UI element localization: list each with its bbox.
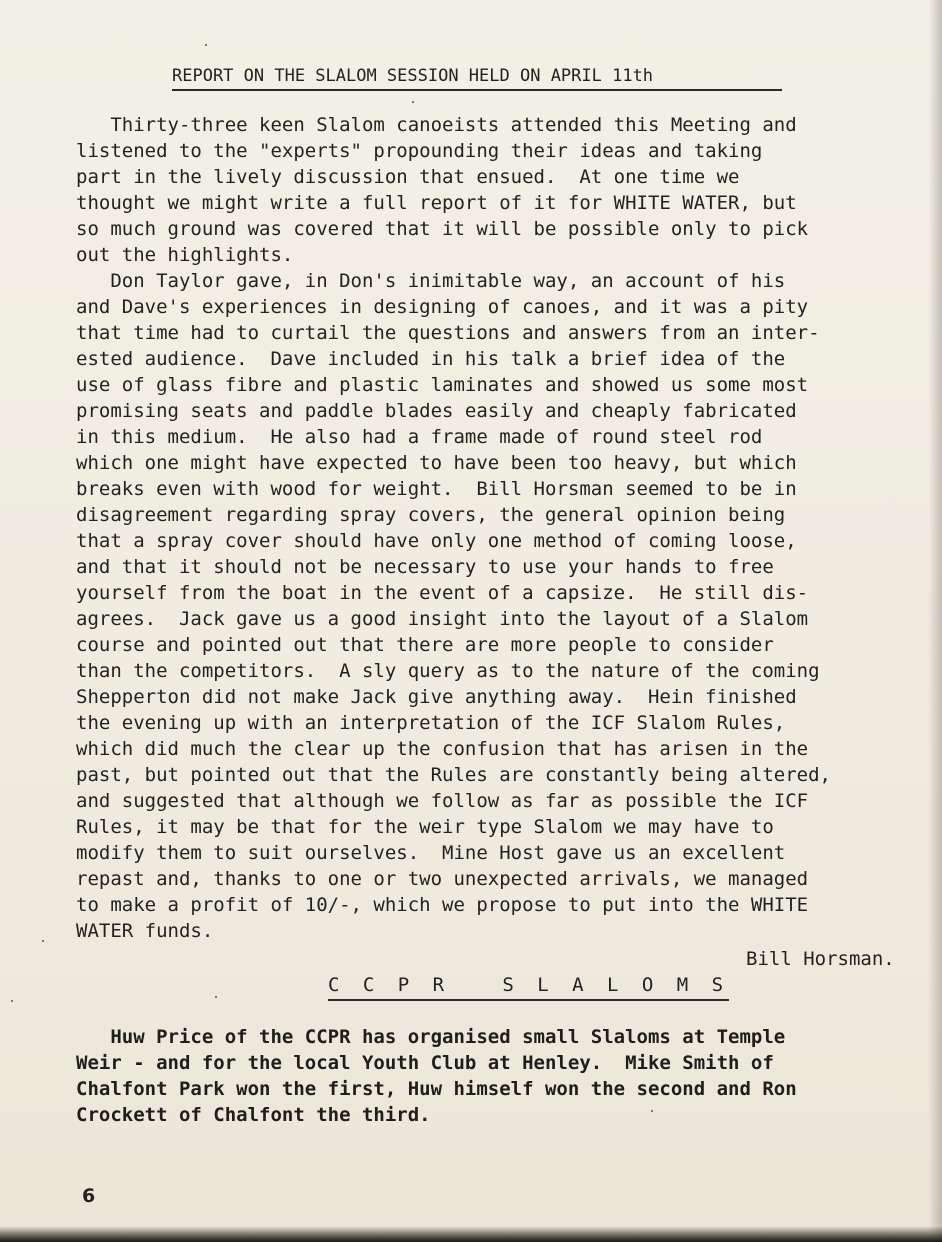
ccpr-line: Chalfont Park won the first, Huw himself won the second and Ron <box>76 1078 797 1100</box>
report-line: WATER funds. <box>76 920 214 942</box>
page-bottom-edge <box>0 1226 942 1242</box>
paper-speck <box>651 1110 653 1112</box>
paper-speck <box>42 940 44 942</box>
report-line: that time had to curtail the questions and answers from an inter- <box>76 322 820 344</box>
report-line: course and pointed out that there are more people to consider <box>76 634 774 656</box>
report-line: to make a profit of 10/-, which we propose to put into the WHITE <box>76 894 809 916</box>
report-line: the evening up with an interpretation of the ICF Slalom Rules, <box>76 712 786 734</box>
report-body <box>76 112 926 944</box>
ccpr-heading: C C P R S L A L O M S <box>328 972 729 1001</box>
report-line: Shepperton did not make Jack give anything away. Hein finished <box>76 686 797 708</box>
page-edge-shadow <box>928 0 942 1242</box>
report-line: listened to the "experts" propounding their ideas and taking <box>76 140 763 162</box>
report-line: repast and, thanks to one or two unexpected arrivals, we managed <box>76 868 809 890</box>
report-line: use of glass fibre and plastic laminates and showed us some most <box>76 374 809 396</box>
report-line: that a spray cover should have only one method of coming loose, <box>76 530 797 552</box>
paper-speck <box>205 44 207 46</box>
report-line: in this medium. He also had a frame made of round steel rod <box>76 426 763 448</box>
report-line: Rules, it may be that for the weir type Slalom we may have to <box>76 816 774 838</box>
report-line: modify them to suit ourselves. Mine Host gave us an excellent <box>76 842 786 864</box>
report-line: thought we might write a full report of it for WHITE WATER, but <box>76 192 797 214</box>
report-line: and Dave's experiences in designing of canoes, and it was a pity <box>76 296 809 318</box>
report-line: so much ground was covered that it will be possible only to pick <box>76 218 809 240</box>
ccpr-line: Crockett of Chalfont the third. <box>76 1104 431 1126</box>
report-line: ested audience. Dave included in his talk a brief idea of the <box>76 348 786 370</box>
report-line: agrees. Jack gave us a good insight into the layout of a Slalom <box>76 608 809 630</box>
report-line: disagreement regarding spray covers, the general opinion being <box>76 504 786 526</box>
paper-speck <box>215 996 217 998</box>
report-line: than the competitors. A sly query as to the nature of the coming <box>76 660 820 682</box>
report-line: yourself from the boat in the event of a capsize. He still dis- <box>76 582 809 604</box>
report-line: which did much the clear up the confusion that has arisen in the <box>76 738 809 760</box>
report-line: breaks even with wood for weight. Bill Horsman seemed to be in <box>76 478 797 500</box>
ccpr-line: Weir - and for the local Youth Club at Henley. Mike Smith of <box>76 1052 774 1074</box>
report-line: and that it should not be necessary to use your hands to free <box>76 556 774 578</box>
report-line: which one might have expected to have been too heavy, but which <box>76 452 797 474</box>
page-number: 6 <box>82 1185 96 1207</box>
ccpr-body <box>76 1024 926 1128</box>
paper-speck <box>11 1000 13 1002</box>
report-signature: Bill Horsman. <box>746 948 895 970</box>
paper-speck <box>412 101 414 103</box>
report-line: and suggested that although we follow as far as possible the ICF <box>76 790 809 812</box>
report-line: part in the lively discussion that ensued. At one time we <box>76 166 740 188</box>
report-line: past, but pointed out that the Rules are constantly being altered, <box>76 764 831 786</box>
report-heading: REPORT ON THE SLALOM SESSION HELD ON APRIL 11th <box>172 64 782 91</box>
report-line: promising seats and paddle blades easily and cheaply fabricated <box>76 400 797 422</box>
ccpr-line: Huw Price of the CCPR has organised small Slaloms at Temple <box>76 1026 786 1048</box>
report-line: Don Taylor gave, in Don's inimitable way, an account of his <box>76 270 786 292</box>
report-line: Thirty-three keen Slalom canoeists attended this Meeting and <box>76 114 797 136</box>
report-line: out the highlights. <box>76 244 294 266</box>
